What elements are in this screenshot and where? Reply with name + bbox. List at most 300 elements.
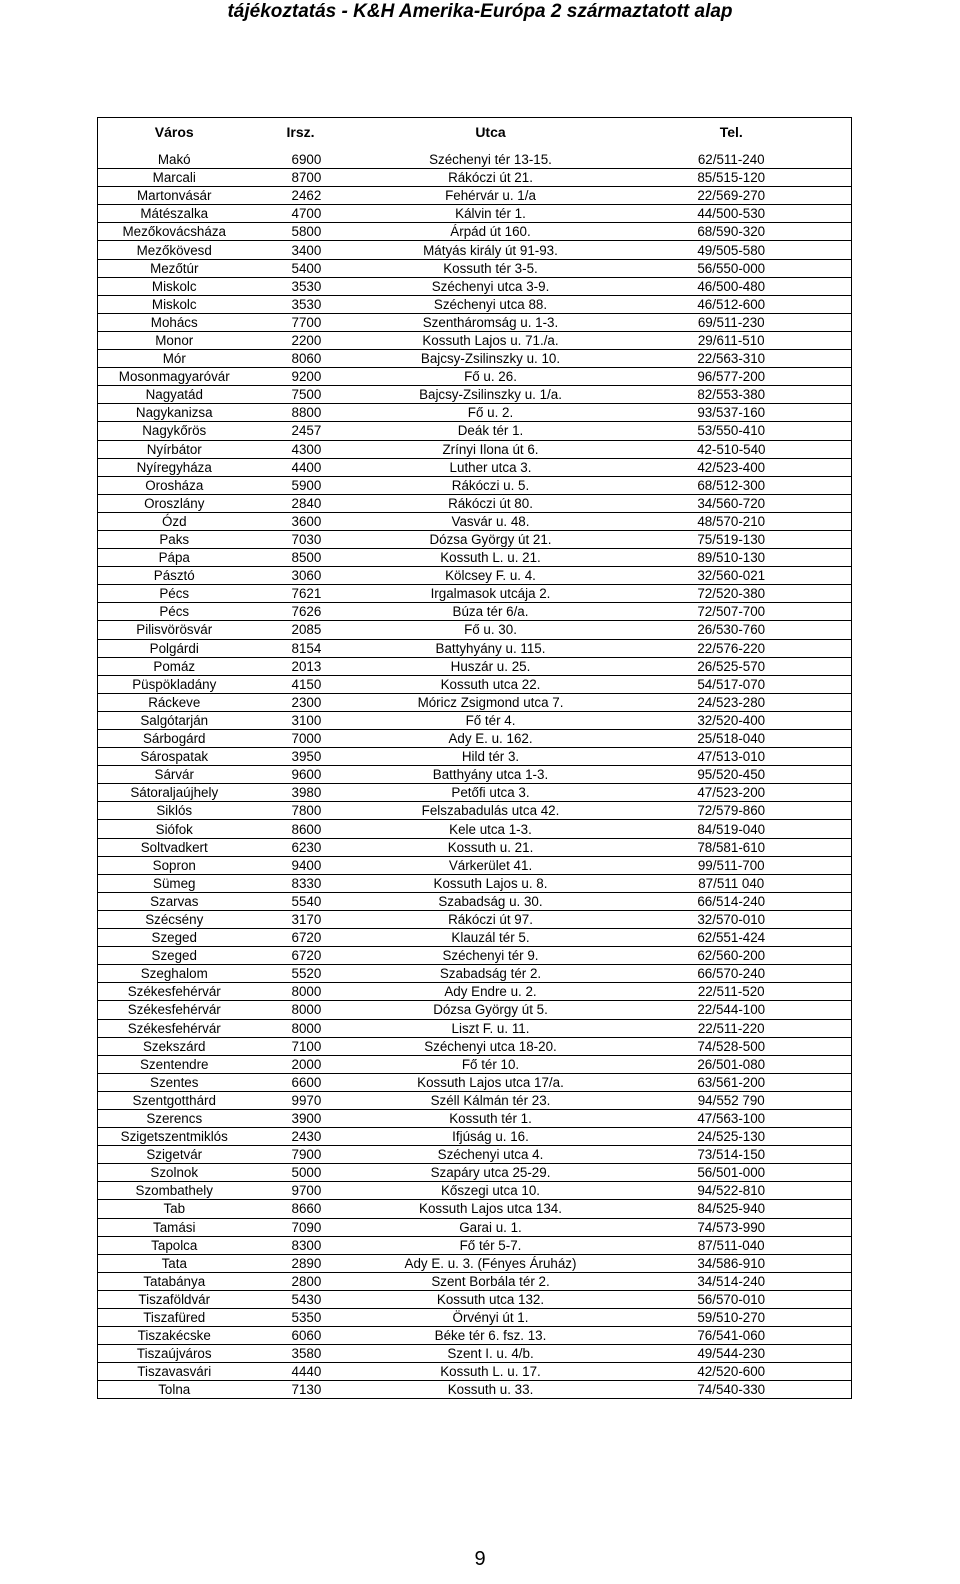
cell-city: Tolna [98,1381,251,1399]
cell-zip: 2000 [251,1055,370,1073]
cell-phone: 49/544-230 [612,1345,852,1363]
cell-city: Monor [98,331,251,349]
table-row [98,1345,852,1363]
cell-street: Luther utca 3. [370,458,612,476]
cell-zip: 4300 [251,440,370,458]
cell-street: Móricz Zsigmond utca 7. [370,693,612,711]
cell-zip: 4700 [251,205,370,223]
cell-city: Tab [98,1200,251,1218]
table-row [98,386,852,404]
cell-city: Szerencs [98,1109,251,1127]
cell-city: Sárbogárd [98,730,251,748]
cell-zip: 5350 [251,1309,370,1327]
cell-street: Ifjúság u. 16. [370,1128,612,1146]
cell-city: Sárvár [98,766,251,784]
cell-phone: 59/510-270 [612,1309,852,1327]
cell-phone: 76/541-060 [612,1327,852,1345]
cell-phone: 22/569-270 [612,187,852,205]
cell-phone: 26/525-570 [612,657,852,675]
cell-zip: 6720 [251,947,370,965]
table-row [98,947,852,965]
cell-phone: 47/563-100 [612,1109,852,1127]
cell-city: Szentes [98,1073,251,1091]
table-body [98,151,852,1399]
table-row [98,223,852,241]
cell-zip: 3600 [251,512,370,530]
cell-street: Fő u. 30. [370,621,612,639]
cell-zip: 5520 [251,965,370,983]
cell-street: Fő tér 4. [370,711,612,729]
cell-street: Mátyás király út 91-93. [370,241,612,259]
cell-zip: 3580 [251,1345,370,1363]
table-row [98,603,852,621]
cell-phone: 78/581-610 [612,838,852,856]
cell-street: Várkerület 41. [370,856,612,874]
page-number: 9 [474,1548,486,1570]
cell-zip: 8500 [251,549,370,567]
cell-phone: 44/500-530 [612,205,852,223]
cell-city: Mór [98,350,251,368]
cell-street: Széchenyi tér 13-15. [370,151,612,169]
cell-zip: 7800 [251,802,370,820]
cell-street: Huszár u. 25. [370,657,612,675]
cell-city: Polgárdi [98,639,251,657]
cell-phone: 72/579-860 [612,802,852,820]
cell-street: Rákóczi út 97. [370,910,612,928]
cell-city: Pécs [98,585,251,603]
cell-phone: 56/501-000 [612,1164,852,1182]
cell-city: Ózd [98,512,251,530]
cell-phone: 89/510-130 [612,549,852,567]
cell-phone: 53/550-410 [612,422,852,440]
cell-zip: 2085 [251,621,370,639]
cell-street: Örvényi út 1. [370,1309,612,1327]
cell-street: Klauzál tér 5. [370,929,612,947]
cell-street: Kossuth Lajos u. 71./a. [370,331,612,349]
cell-phone: 42/523-400 [612,458,852,476]
cell-zip: 2840 [251,494,370,512]
table-row [98,784,852,802]
cell-zip: 3530 [251,295,370,313]
cell-zip: 7100 [251,1037,370,1055]
table-row [98,693,852,711]
cell-phone: 54/517-070 [612,675,852,693]
cell-zip: 2200 [251,331,370,349]
table-row [98,1254,852,1272]
cell-zip: 3060 [251,567,370,585]
table-row [98,892,852,910]
cell-street: Széchenyi utca 3-9. [370,277,612,295]
cell-street: Fő u. 2. [370,404,612,422]
cell-phone: 32/520-400 [612,711,852,729]
cell-street: Batthyány utca 1-3. [370,766,612,784]
cell-zip: 5000 [251,1164,370,1182]
cell-zip: 2430 [251,1128,370,1146]
table-row [98,1128,852,1146]
cell-zip: 7626 [251,603,370,621]
cell-zip: 4400 [251,458,370,476]
cell-street: Battyhyány u. 115. [370,639,612,657]
cell-phone: 94/522-810 [612,1182,852,1200]
cell-zip: 8000 [251,1001,370,1019]
table-row [98,1363,852,1381]
cell-city: Szeghalom [98,965,251,983]
table-row [98,748,852,766]
cell-zip: 8060 [251,350,370,368]
cell-city: Miskolc [98,295,251,313]
table-row [98,295,852,313]
cell-zip: 6720 [251,929,370,947]
table-row [98,350,852,368]
table-row [98,621,852,639]
cell-city: Szentgotthárd [98,1091,251,1109]
column-header-street: Utca [370,118,612,148]
column-header-city: Város [98,118,251,148]
cell-street: Kossuth L. u. 17. [370,1363,612,1381]
table-row [98,1272,852,1290]
cell-phone: 22/511-220 [612,1019,852,1037]
cell-city: Szeged [98,947,251,965]
cell-city: Mezőtúr [98,259,251,277]
cell-street: Széll Kálmán tér 23. [370,1091,612,1109]
cell-street: Széchenyi tér 9. [370,947,612,965]
cell-phone: 62/551-424 [612,929,852,947]
cell-phone: 22/511-520 [612,983,852,1001]
cell-zip: 7700 [251,313,370,331]
cell-street: Fő tér 5-7. [370,1236,612,1254]
cell-zip: 3950 [251,748,370,766]
cell-phone: 26/530-760 [612,621,852,639]
table-row [98,766,852,784]
cell-zip: 2457 [251,422,370,440]
cell-street: Kele utca 1-3. [370,820,612,838]
table-row [98,494,852,512]
cell-city: Mezőkovácsháza [98,223,251,241]
cell-city: Siklós [98,802,251,820]
cell-phone: 34/514-240 [612,1272,852,1290]
table-row [98,404,852,422]
cell-street: Fő u. 26. [370,368,612,386]
cell-zip: 9400 [251,856,370,874]
table-row [98,422,852,440]
cell-zip: 9700 [251,1182,370,1200]
cell-city: Mátészalka [98,205,251,223]
cell-phone: 87/511 040 [612,874,852,892]
cell-zip: 8660 [251,1200,370,1218]
cell-phone: 73/514-150 [612,1146,852,1164]
cell-zip: 4440 [251,1363,370,1381]
cell-phone: 22/544-100 [612,1001,852,1019]
cell-phone: 47/513-010 [612,748,852,766]
table-row [98,277,852,295]
cell-zip: 5800 [251,223,370,241]
cell-city: Nagyatád [98,386,251,404]
cell-street: Irgalmasok utcája 2. [370,585,612,603]
cell-street: Béke tér 6. fsz. 13. [370,1327,612,1345]
cell-street: Hild tér 3. [370,748,612,766]
cell-phone: 24/523-280 [612,693,852,711]
cell-city: Martonvásár [98,187,251,205]
cell-street: Széchenyi utca 4. [370,1146,612,1164]
cell-zip: 2890 [251,1254,370,1272]
table-row [98,1091,852,1109]
cell-zip: 3400 [251,241,370,259]
cell-zip: 7621 [251,585,370,603]
table-row [98,205,852,223]
table-row [98,1073,852,1091]
table-row [98,368,852,386]
cell-zip: 9200 [251,368,370,386]
cell-phone: 56/570-010 [612,1290,852,1308]
cell-street: Fehérvár u. 1/a [370,187,612,205]
table-row [98,1055,852,1073]
cell-phone: 29/611-510 [612,331,852,349]
cell-city: Mosonmagyaróvár [98,368,251,386]
cell-street: Széchenyi utca 18-20. [370,1037,612,1055]
cell-zip: 8700 [251,169,370,187]
cell-city: Székesfehérvár [98,983,251,1001]
table-row [98,838,852,856]
cell-zip: 3170 [251,910,370,928]
cell-street: Szabadság u. 30. [370,892,612,910]
cell-city: Székesfehérvár [98,1001,251,1019]
cell-zip: 3530 [251,277,370,295]
cell-phone: 32/570-010 [612,910,852,928]
cell-phone: 49/505-580 [612,241,852,259]
cell-street: Liszt F. u. 11. [370,1019,612,1037]
cell-zip: 8330 [251,874,370,892]
table-row [98,929,852,947]
cell-phone: 48/570-210 [612,512,852,530]
cell-street: Kossuth u. 21. [370,838,612,856]
cell-city: Pásztó [98,567,251,585]
cell-phone: 22/576-220 [612,639,852,657]
cell-city: Nyírbátor [98,440,251,458]
cell-phone: 25/518-040 [612,730,852,748]
cell-city: Tiszaföldvár [98,1290,251,1308]
cell-zip: 8154 [251,639,370,657]
cell-street: Ady E. u. 3. (Fényes Áruház) [370,1254,612,1272]
cell-phone: 46/500-480 [612,277,852,295]
cell-city: Sárospatak [98,748,251,766]
cell-city: Pomáz [98,657,251,675]
cell-phone: 75/519-130 [612,530,852,548]
table-row [98,1290,852,1308]
cell-city: Makó [98,151,251,169]
cell-street: Rákóczi út 80. [370,494,612,512]
table-row [98,169,852,187]
cell-street: Kossuth utca 22. [370,675,612,693]
cell-phone: 42/520-600 [612,1363,852,1381]
cell-phone: 68/512-300 [612,476,852,494]
cell-zip: 7090 [251,1218,370,1236]
cell-city: Szentendre [98,1055,251,1073]
cell-city: Szeged [98,929,251,947]
cell-city: Siófok [98,820,251,838]
cell-phone: 34/560-720 [612,494,852,512]
cell-city: Pápa [98,549,251,567]
table-row [98,1309,852,1327]
branch-table-wrapper [97,117,851,1399]
table-row [98,1019,852,1037]
cell-zip: 2300 [251,693,370,711]
cell-city: Tiszaújváros [98,1345,251,1363]
cell-zip: 6060 [251,1327,370,1345]
cell-phone: 84/525-940 [612,1200,852,1218]
cell-phone: 87/511-040 [612,1236,852,1254]
cell-zip: 7900 [251,1146,370,1164]
cell-zip: 2462 [251,187,370,205]
cell-zip: 9970 [251,1091,370,1109]
cell-zip: 7500 [251,386,370,404]
cell-city: Nagykanizsa [98,404,251,422]
cell-phone: 74/528-500 [612,1037,852,1055]
cell-phone: 46/512-600 [612,295,852,313]
table-row [98,1182,852,1200]
cell-city: Szombathely [98,1182,251,1200]
table-row [98,965,852,983]
cell-phone: 62/560-200 [612,947,852,965]
cell-city: Sátoraljaújhely [98,784,251,802]
cell-city: Nyíregyháza [98,458,251,476]
table-row [98,639,852,657]
cell-zip: 8000 [251,983,370,1001]
cell-phone: 99/511-700 [612,856,852,874]
cell-street: Kossuth tér 1. [370,1109,612,1127]
cell-zip: 3900 [251,1109,370,1127]
cell-street: Bajcsy-Zsilinszky u. 1/a. [370,386,612,404]
cell-city: Szigetvár [98,1146,251,1164]
cell-zip: 2800 [251,1272,370,1290]
table-row [98,874,852,892]
cell-city: Tatabánya [98,1272,251,1290]
cell-city: Pécs [98,603,251,621]
cell-phone: 26/501-080 [612,1055,852,1073]
cell-city: Szigetszentmiklós [98,1128,251,1146]
cell-city: Marcali [98,169,251,187]
cell-phone: 24/525-130 [612,1128,852,1146]
cell-zip: 9600 [251,766,370,784]
table-row [98,440,852,458]
cell-zip: 6900 [251,151,370,169]
cell-phone: 82/553-380 [612,386,852,404]
cell-city: Pilisvörösvár [98,621,251,639]
cell-street: Szent Borbála tér 2. [370,1272,612,1290]
cell-phone: 22/563-310 [612,350,852,368]
column-header-zip: Irsz. [251,118,370,148]
table-row [98,730,852,748]
table-row [98,1146,852,1164]
cell-city: Miskolc [98,277,251,295]
cell-phone: 74/540-330 [612,1381,852,1399]
table-row [98,1381,852,1399]
cell-city: Tiszakécske [98,1327,251,1345]
table-row [98,1001,852,1019]
table-row [98,187,852,205]
cell-city: Paks [98,530,251,548]
cell-city: Tata [98,1254,251,1272]
cell-street: Fő tér 10. [370,1055,612,1073]
cell-zip: 6600 [251,1073,370,1091]
cell-phone: 66/514-240 [612,892,852,910]
cell-street: Kossuth utca 132. [370,1290,612,1308]
cell-city: Sümeg [98,874,251,892]
cell-zip: 5540 [251,892,370,910]
table-row [98,151,852,169]
cell-zip: 7130 [251,1381,370,1399]
table-row [98,1037,852,1055]
cell-phone: 62/511-240 [612,151,852,169]
table-row [98,530,852,548]
cell-zip: 6230 [251,838,370,856]
table-row [98,983,852,1001]
cell-street: Búza tér 6/a. [370,603,612,621]
cell-zip: 5430 [251,1290,370,1308]
cell-city: Szarvas [98,892,251,910]
table-row [98,1218,852,1236]
table-row [98,1200,852,1218]
cell-street: Bajcsy-Zsilinszky u. 10. [370,350,612,368]
cell-street: Szentháromság u. 1-3. [370,313,612,331]
cell-street: Vasvár u. 48. [370,512,612,530]
table-row [98,1164,852,1182]
cell-phone: 84/519-040 [612,820,852,838]
cell-city: Szolnok [98,1164,251,1182]
cell-street: Kálvin tér 1. [370,205,612,223]
cell-phone: 68/590-320 [612,223,852,241]
cell-city: Mohács [98,313,251,331]
cell-zip: 2013 [251,657,370,675]
branch-table [97,117,852,1399]
cell-street: Deák tér 1. [370,422,612,440]
cell-street: Szent I. u. 4/b. [370,1345,612,1363]
cell-city: Soltvadkert [98,838,251,856]
table-row [98,512,852,530]
cell-city: Szécsény [98,910,251,928]
cell-street: Garai u. 1. [370,1218,612,1236]
table-row [98,567,852,585]
table-row [98,856,852,874]
cell-phone: 42-510-540 [612,440,852,458]
cell-street: Rákóczi u. 5. [370,476,612,494]
cell-city: Mezőkövesd [98,241,251,259]
cell-phone: 96/577-200 [612,368,852,386]
table-row [98,711,852,729]
cell-zip: 3100 [251,711,370,729]
cell-street: Kossuth Lajos utca 134. [370,1200,612,1218]
table-row [98,910,852,928]
table-header [98,118,852,152]
cell-city: Ráckeve [98,693,251,711]
cell-street: Kőszegi utca 10. [370,1182,612,1200]
column-header-phone: Tel. [612,118,852,148]
table-row [98,1327,852,1345]
cell-street: Kossuth Lajos u. 8. [370,874,612,892]
cell-phone: 69/511-230 [612,313,852,331]
cell-city: Oroszlány [98,494,251,512]
table-row [98,1109,852,1127]
table-row [98,657,852,675]
cell-street: Dózsa György út 21. [370,530,612,548]
table-row [98,259,852,277]
cell-street: Rákóczi út 21. [370,169,612,187]
cell-city: Tiszafüred [98,1309,251,1327]
table-row [98,476,852,494]
cell-street: Széchenyi utca 88. [370,295,612,313]
table-row [98,820,852,838]
table-row [98,313,852,331]
cell-city: Szekszárd [98,1037,251,1055]
